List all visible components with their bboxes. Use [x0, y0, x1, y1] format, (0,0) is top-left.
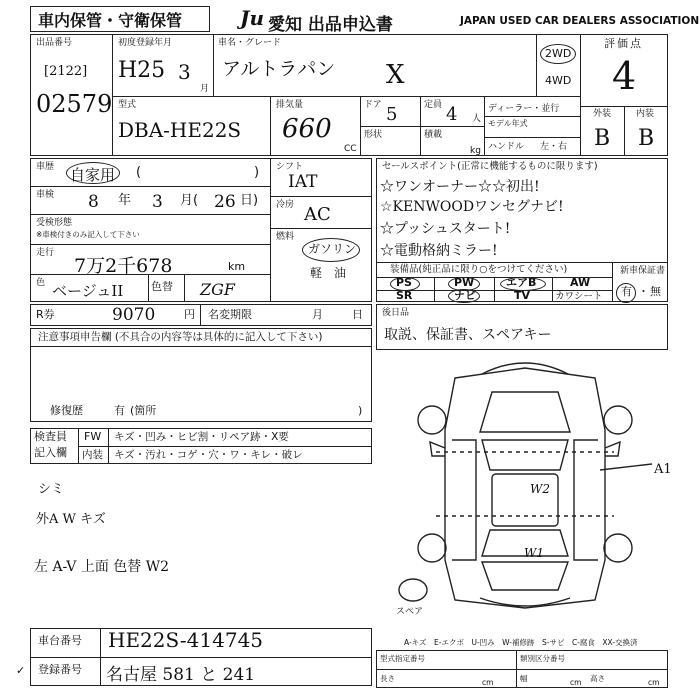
acceptance-label: 受検形態: [36, 218, 73, 228]
inspector-note-2: 外A W キズ: [36, 512, 106, 527]
grid-line: [184, 274, 185, 302]
grid-line: [612, 262, 613, 302]
grid-line: [30, 346, 372, 347]
grid-line: [484, 137, 580, 138]
shaken-year: 8: [88, 192, 99, 212]
plate-check: ✓: [16, 664, 26, 677]
cert-type-label: 型式指定番号: [380, 654, 425, 663]
width-unit: cm: [570, 678, 582, 687]
car-name-label: 車名・グレード: [218, 38, 282, 48]
lot-label: 出品番号: [36, 38, 73, 48]
handle-options: 左・右: [540, 142, 568, 152]
load-label: 積載: [424, 130, 443, 140]
grid-line: [200, 304, 201, 326]
grid-line: [112, 96, 580, 97]
color-code-value: ZGF: [200, 280, 235, 299]
width-label: 幅: [520, 674, 528, 683]
damage-mark-w1: W1: [524, 546, 544, 560]
ju-logo: Ju: [240, 6, 265, 30]
repair-label: 修復歴: [50, 404, 83, 417]
grid-line: [100, 628, 101, 686]
drive-4wd: 4WD: [545, 74, 572, 87]
model-year-label: モデル年式: [488, 119, 528, 128]
attached-items-label: 後日品: [382, 308, 410, 318]
rating-label: 評価点: [604, 37, 643, 50]
grid-line: [484, 96, 485, 156]
length-unit: cm: [482, 678, 494, 687]
grid-line: [434, 277, 435, 302]
equip-navi: ナビ: [454, 289, 476, 302]
inspector-note-1: シミ: [38, 482, 65, 497]
equip-ps: PS: [396, 276, 412, 289]
equip-kawa-seat: カワシート: [555, 291, 603, 302]
shift-label: シフト: [276, 162, 304, 172]
grid-line: [148, 274, 149, 302]
inspector-label-2: 記入欄: [34, 446, 67, 459]
shaken-label: 車検: [36, 190, 55, 200]
equip-ps-circle: [390, 277, 420, 291]
warranty-sep: ・: [638, 285, 649, 298]
grid-line: [270, 196, 372, 197]
color-label: 色: [36, 278, 46, 288]
grid-line: [376, 262, 668, 263]
shaken-day: 26: [214, 192, 236, 212]
chassis-value: HE22S-414745: [108, 628, 264, 652]
grid-line: [580, 34, 581, 156]
length-label: 長さ: [380, 674, 395, 683]
mileage-value: 7万2千678: [74, 255, 173, 277]
displacement-unit: CC: [344, 144, 357, 154]
equipment-label: 装備品(純正品に限り○をつけてください): [390, 264, 568, 275]
name-change-day: 日: [352, 308, 363, 321]
category-label: 類別区分番号: [520, 654, 565, 663]
acceptance-note: ※車検付きのみ記入して下さい: [36, 230, 140, 239]
selling-point-3: ☆プッシュスタート!: [380, 221, 511, 237]
name-change-month: 月: [312, 308, 323, 321]
first-reg-era: H25: [118, 58, 166, 83]
shape-label: 形状: [364, 130, 383, 140]
shift-value: IAT: [288, 172, 318, 192]
repair-value: 有: [114, 404, 125, 417]
grid-line: [624, 106, 625, 156]
name-change-label: 名変期限: [208, 308, 252, 321]
notes-label: 注意事項申告欄 (不具合の内容等は具体的に記入して下さい): [38, 331, 323, 343]
warranty-yes: 有: [621, 285, 632, 298]
inspector-note-3: 左 A-V 上面 色替 W2: [34, 559, 170, 575]
equip-tv: TV: [514, 289, 531, 302]
grid-line: [30, 244, 270, 245]
form-title: 愛知 出品申込書: [268, 15, 393, 35]
grid-line: [270, 228, 372, 229]
shaken-month: 3: [152, 192, 163, 212]
capacity-value: 4: [446, 104, 458, 125]
inspector-interior: 内装: [82, 449, 103, 461]
displacement-label: 排気量: [276, 100, 304, 110]
interior-label: 内装: [636, 109, 655, 119]
drive-2wd: 2WD: [545, 47, 572, 60]
association-name: JAPAN USED CAR DEALERS ASSOCIATION: [460, 15, 700, 27]
exterior-label: 外装: [593, 109, 612, 119]
inspector-row2-items: キズ・汚れ・コゲ・穴・ワ・キレ・破レ: [114, 449, 303, 461]
history-label: 車歴: [36, 162, 55, 172]
shaken-day-unit: 日): [240, 193, 259, 208]
grid-line: [360, 126, 484, 127]
height-label: 高さ: [590, 674, 605, 683]
recycle-unit: 円: [184, 308, 195, 321]
dealer-label: ディーラー・並行: [488, 104, 560, 114]
grid-line: [536, 34, 537, 96]
recycle-label: R券: [36, 308, 55, 321]
lot-bracket: [2122]: [44, 64, 88, 79]
doors-value: 5: [386, 104, 398, 125]
color-code-label: 色替: [151, 280, 173, 293]
selling-point-1: ☆ワンオーナー☆☆初出!: [380, 179, 540, 195]
shaken-month-unit: 月(: [180, 193, 199, 208]
height-unit: cm: [648, 678, 660, 687]
handle-label: ハンドル: [488, 142, 525, 152]
first-reg-month-unit: 月: [200, 84, 210, 94]
grid-line: [30, 214, 270, 215]
interior-grade: B: [638, 126, 655, 151]
damage-legend: A-キズ E-エクボ U-凹み W-補修跡 S-サビ C-腐食 XX-交換済: [404, 638, 638, 647]
grid-line: [270, 96, 271, 156]
fuel-diesel: 軽 油: [310, 266, 347, 280]
capacity-unit: 人: [472, 114, 482, 124]
damage-mark-a1: A1: [654, 462, 672, 477]
warranty-no: 無: [650, 285, 661, 298]
car-grade: X: [386, 60, 405, 90]
inspector-label-1: 検査員: [34, 430, 67, 443]
equip-aw: AW: [570, 276, 591, 289]
aircon-value: AC: [304, 204, 331, 225]
spare-label: スペア: [396, 607, 424, 617]
fuel-gasoline: ガソリン: [308, 242, 357, 256]
car-name: アルトラパン: [222, 58, 336, 80]
lot-number: 02579: [36, 90, 113, 118]
equip-pw: PW: [454, 276, 475, 289]
grid-line: [494, 277, 495, 302]
history-paren-close: ): [254, 165, 260, 180]
fuel-label: 燃料: [276, 232, 295, 242]
grid-line: [484, 116, 580, 117]
repair-paren: (箇所: [130, 404, 157, 417]
selling-points-label: セールスポイント(正常に機能するものに限ります): [382, 161, 598, 172]
plate-value: 名古屋 581 と 241: [106, 665, 256, 685]
grid-line: [270, 158, 271, 302]
first-reg-label: 初度登録年月: [118, 38, 173, 48]
grid-line: [213, 34, 214, 96]
plate-label: 登録番号: [38, 663, 82, 676]
equip-airbag: エアB: [506, 276, 537, 289]
capacity-label: 定員: [424, 100, 443, 110]
repair-close: ): [358, 404, 363, 417]
grid-line: [30, 186, 270, 187]
grid-line: [78, 446, 372, 447]
first-reg-month: 3: [178, 60, 191, 84]
attached-items-value: 取説、保証書、スペアキー: [384, 327, 552, 343]
recycle-value: 9070: [112, 305, 156, 325]
model-code: DBA-HE22S: [118, 118, 242, 142]
warranty-label: 新車保証書: [620, 266, 666, 276]
storage-badge-text: 車内保管・守衛保管: [38, 11, 183, 30]
selling-point-2: ☆KENWOODワンセグナビ!: [380, 199, 564, 215]
inspector-fw: FW: [84, 430, 102, 443]
chassis-label: 車台番号: [38, 634, 82, 647]
equip-airbag-circle: [500, 277, 546, 291]
aircon-label: 冷房: [276, 200, 295, 210]
equip-navi-circle: [448, 289, 480, 303]
color-value: ベージュII: [52, 282, 124, 300]
equip-sr: SR: [396, 289, 413, 302]
grid-line: [30, 657, 372, 658]
inspector-row1-items: キズ・凹み・ヒビ割・リペア跡・X要: [114, 431, 289, 443]
doors-label: ドア: [364, 100, 382, 110]
model-label: 型式: [118, 100, 137, 110]
mileage-unit: km: [228, 260, 246, 273]
damage-mark-w2: W2: [530, 482, 550, 496]
selling-point-4: ☆電動格納ミラー!: [380, 243, 498, 259]
mileage-label: 走行: [36, 248, 55, 258]
rating-score: 4: [612, 54, 637, 98]
history-value: 自家用: [70, 166, 116, 184]
load-unit: kg: [470, 146, 481, 156]
exterior-grade: B: [594, 126, 611, 151]
grid-line: [516, 650, 517, 688]
displacement-value: 660: [282, 114, 332, 144]
grid-line: [552, 277, 553, 302]
shaken-year-unit: 年: [118, 193, 132, 208]
grid-line: [376, 669, 668, 670]
history-paren-open: (: [136, 165, 142, 180]
